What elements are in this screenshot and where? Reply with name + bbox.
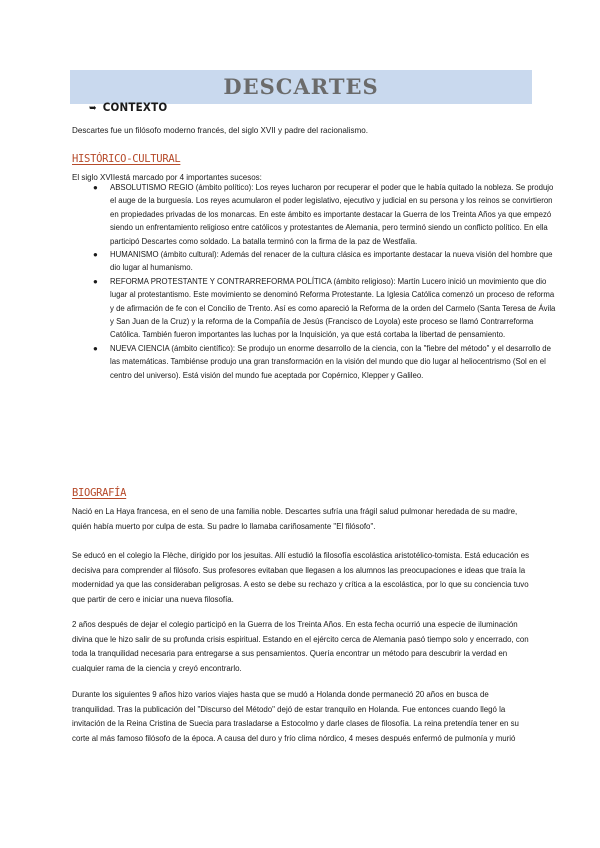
list-item [93, 275, 558, 342]
biography-paragraph: Nació en La Haya francesa, en el seno de una familia noble. Descartes sufría una frágil salud pulmonar heredada de su madre, quién había muerto por culpa de esta. Su padre lo llamaba cariñosamente "El filósofo". [72, 507, 518, 531]
biography-paragraph: 2 años después de dejar el colegio participó en la Guerra de los Treinta Años. En esta fecha ocurrió una especie de iluminación divina que le hizo salir de su profunda crisis espiritual. Estando en el ejército cerca de Alemania pasó tiempo solo y encerrado, con toda la tranquilidad necesaria para entregarse a sus pensamientos. Quería encontrar un método para descubrir la verdad en cualquier rama de la ciencia y creyó encontrarlo. [72, 620, 529, 674]
historical-lead: El siglo XVIIestá marcado por 4 importantes sucesos: [72, 173, 262, 182]
list-item [93, 248, 558, 275]
section-heading-biography: BIOGRAFÍA [72, 487, 127, 499]
bullet-icon: ● [93, 250, 98, 260]
biography-paragraph: Durante los siguientes 9 años hizo varios viajes hasta que se mudó a Holanda donde permaneció 20 años en busca de tranquilidad. Tras la publicación del "Discurso del Método" dejó de estar tranquilo en Holanda. Fue entonces cuando llegó la invitación de la Reina Cristina de Suecia para trasladarse a Estocolmo y darle clases de filosofía. La reina pretendía tener en su corte al más famoso filósofo de la época. A causa del duro y frío clima nórdico, 4 meses después enfermó de pulmonía y murió [72, 690, 519, 744]
list-item-text: ABSOLUTISMO REGIO (ámbito político): Los reyes lucharon por recuperar el poder que le había quitado la nobleza. Se produjo el auge de la burguesía. Los reyes acumularon el poder legislativo, ejecutivo y judicial en su persona y los reinos se convirtieron en propiedades privadas de los monarcas. En este ámbito es importante destacar la Guerra de los Treinta Años ya que empezó siendo un enfrentamiento religioso entre católicos y protestantes de Alemania, pero terminó siendo un conflicto político. En ella participó Descartes como soldado. La batalla terminó con la firma de la paz de Westfalia. [110, 183, 554, 246]
list-item [93, 181, 558, 248]
bullet-icon: ● [93, 276, 98, 286]
historical-list [72, 181, 558, 382]
page-title: DESCARTES [223, 74, 379, 99]
biography-paragraph: Se educó en el colegio la Flèche, dirigido por los jesuitas. Allí estudió la filosofía escolástica aristotélico-tomista. Está educación es decisiva para comprender al filósofo. Sus profesores evitaban que llegasen a los alumnos las preocupaciones e ideas que traía la modernidad ya que las consideraban peligrosas. A esto se debe su rechazo y crítica a la escolástica, por lo que su conciencia tuvo que partir de cero e iniciar una nueva filosofía. [72, 551, 530, 605]
bullet-icon: ● [93, 343, 98, 353]
intro-paragraph: Descartes fue un filósofo moderno francés, del siglo XVII y padre del racionalismo. [72, 126, 369, 135]
list-item-text: REFORMA PROTESTANTE Y CONTRARREFORMA POLÍTICA (ámbito religioso): Martín Lucero inició un movimiento que dio lugar al protestantismo. Este movimiento se denominó Reforma Protestante. La Iglesia Católica comenzó un proceso de reforma y de afirmación de fe con el Concilio de Trento. Así es como apareció la Reforma de la orden del Carmelo (Santa Teresa de Ávila y San Juan de la Cruz) y la reforma de la Compañía de Jesús (Francisco de Loyola) este proceso se llamó Contrarreforma Católica. También fueron importantes las luchas por la Inquisición, ya que está cortaba la libertad de pensamiento. [110, 276, 556, 340]
section-heading-historical: HISTÓRICO-CULTURAL [72, 153, 181, 165]
arrow-right-icon: ➥ [89, 103, 97, 114]
list-item-text: NUEVA CIENCIA (ámbito científico): Se produjo un enorme desarrollo de la ciencia, con la "fiebre del método" y el desarrollo de las matemáticas. Tambiénse produjo una gran transformación en la visión del mundo que dio lugar al heliocentrismo (Sol en el centro del universo). Está visión del mundo fue aceptada por Copérnico, Klepper y Galileo. [110, 343, 551, 380]
list-item [93, 342, 558, 382]
list-item-text: HUMANISMO (ámbito cultural): Además del renacer de la cultura clásica es importante destacar la nueva visión del hombre que dio lugar al humanismo. [110, 250, 553, 273]
context-heading-label: CONTEXTO [102, 100, 168, 114]
context-heading [89, 100, 167, 114]
bullet-icon: ● [93, 183, 98, 192]
